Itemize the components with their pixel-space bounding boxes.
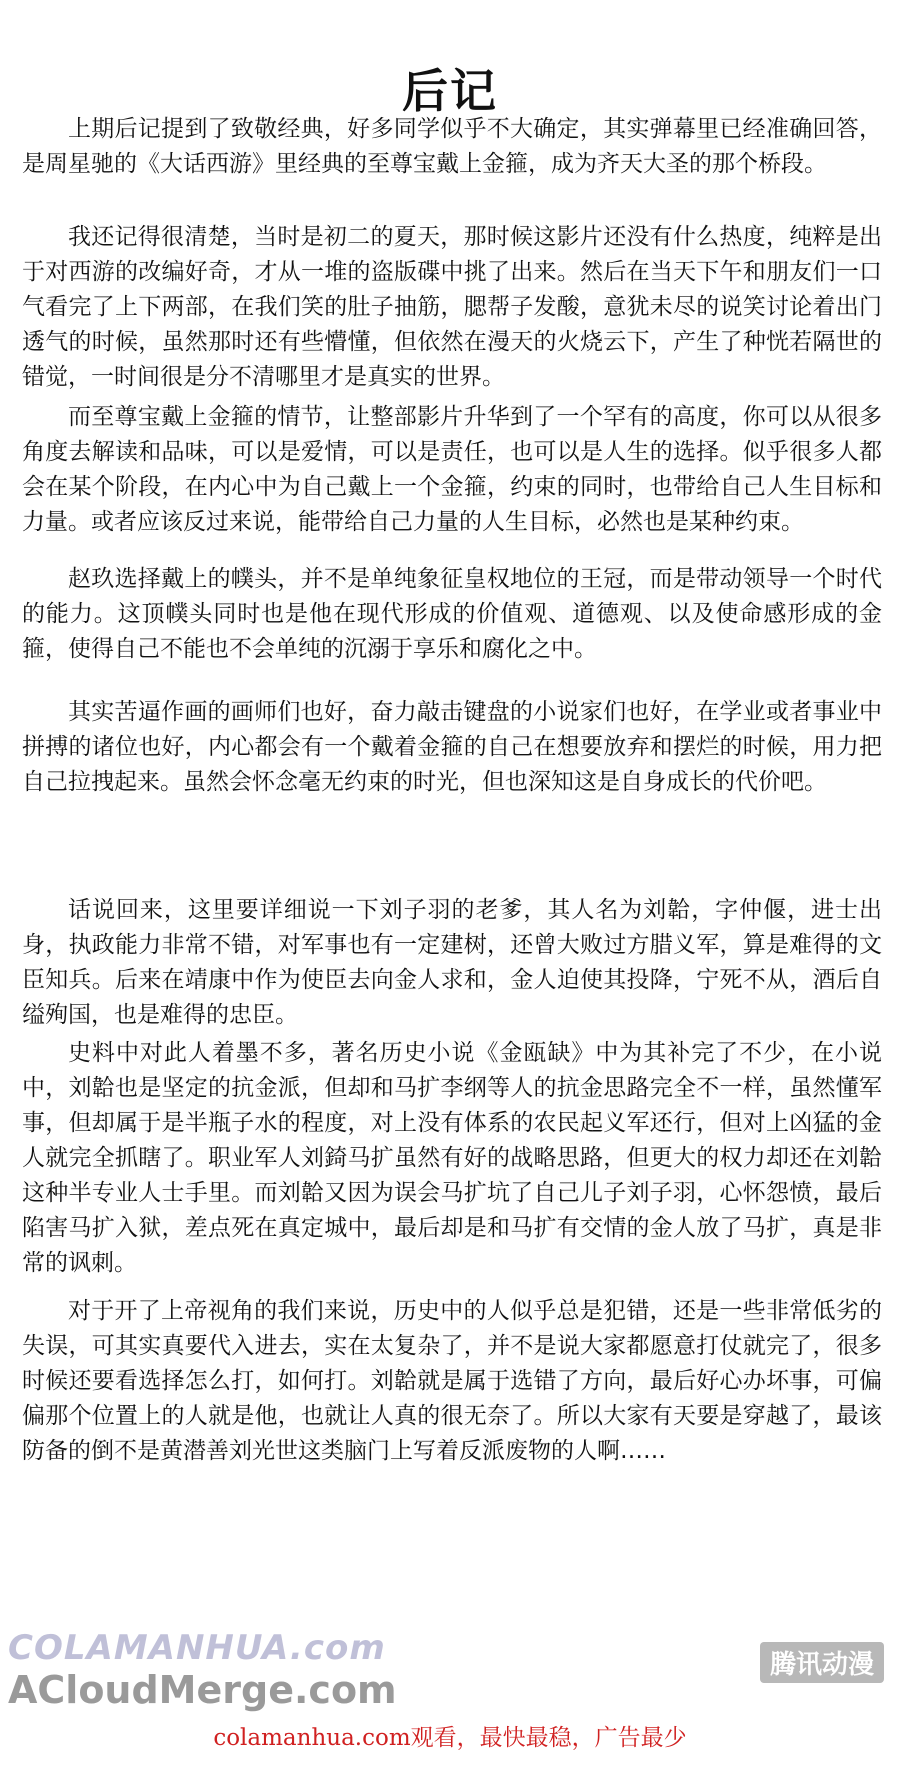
colamanhua-watermark: COLAMANHUA.com [8,1628,386,1668]
paragraph-7: 史料中对此人着墨不多，著名历史小说《金瓯缺》中为其补完了不少，在小说中，刘韐也是坚定的抗金派，但却和马扩李纲等人的抗金思路完全不一样，虽然懂军事，但却属于是半瓶子水的程度，对上没有体系的农民起义军还行，但对上凶猛的金人就完全抓瞎了。职业军人刘錡马扩虽然有好的战略思路，但更大的权力却还在刘韐这种半专业人士手里。而刘韐又因为误会马扩坑了自己儿子刘子羽，心怀怨愤，最后陷害马扩入狱，差点死在真定城中，最后却是和马扩有交情的金人放了马扩，真是非常的讽刺。 [22,1040,882,1276]
paragraph-3: 而至尊宝戴上金箍的情节，让整部影片升华到了一个罕有的高度，你可以从很多角度去解读和品味，可以是爱情，可以是责任，也可以是人生的选择。似乎很多人都会在某个阶段，在内心中为自己戴上一个金箍，约束的同时，也带给自己人生目标和力量。或者应该反过来说，能带给自己力量的人生目标，必然也是某种约束。 [22,404,882,535]
paragraph-1: 上期后记提到了致敬经典，好多同学似乎不大确定，其实弹幕里已经准确回答，是周星驰的《大话西游》里经典的至尊宝戴上金箍，成为齐天大圣的那个桥段。 [22,116,882,177]
tencent-comics-logo: 腾讯动漫 [760,1642,884,1683]
page-title: 后记 [402,63,498,118]
paragraph-6: 话说回来，这里要详细说一下刘子羽的老爹，其人名为刘韐，字仲偃，进士出身，执政能力非常不错，对军事也有一定建树，还曾大败过方腊义军，算是难得的文臣知兵。后来在靖康中作为使臣去向金人求和，金人迫使其投降，宁死不从，酒后自缢殉国，也是难得的忠臣。 [22,897,882,1028]
paragraph-2: 我还记得很清楚，当时是初二的夏天，那时候这影片还没有什么热度，纯粹是出于对西游的改编好奇，才从一堆的盗版碟中挑了出来。然后在当天下午和朋友们一口气看完了上下两部，在我们笑的肚子抽筋，腮帮子发酸，意犹未尽的说笑讨论着出门透气的时候，虽然那时还有些懵懂，但依然在漫天的火烧云下，产生了种恍若隔世的错觉，一时间很是分不清哪里才是真实的世界。 [22,224,882,390]
footer-ad-link[interactable]: colamanhua.com观看，最快最稳，广告最少 [213,1725,687,1751]
acloudmerge-watermark: ACloudMerge.com [8,1668,397,1712]
paragraph-4: 赵玖选择戴上的幞头，并不是单纯象征皇权地位的王冠，而是带动领导一个时代的能力。这顶幞头同时也是他在现代形成的价值观、道德观、以及使命感形成的金箍，使得自己不能也不会单纯的沉溺于享乐和腐化之中。 [22,566,882,662]
paragraph-8: 对于开了上帝视角的我们来说，历史中的人似乎总是犯错，还是一些非常低劣的失误，可其实真要代入进去，实在太复杂了，并不是说大家都愿意打仗就完了，很多时候还要看选择怎么打，如何打。刘韐就是属于选错了方向，最后好心办坏事，可偏偏那个位置上的人就是他，也就让人真的很无奈了。所以大家有天要是穿越了，最该防备的倒不是黄潜善刘光世这类脑门上写着反派废物的人啊…… [22,1298,882,1464]
paragraph-5: 其实苦逼作画的画师们也好，奋力敲击键盘的小说家们也好，在学业或者事业中拼搏的诸位也好，内心都会有一个戴着金箍的自己在想要放弃和摆烂的时候，用力把自己拉拽起来。虽然会怀念毫无约束的时光，但也深知这是自身成长的代价吧。 [22,699,882,795]
